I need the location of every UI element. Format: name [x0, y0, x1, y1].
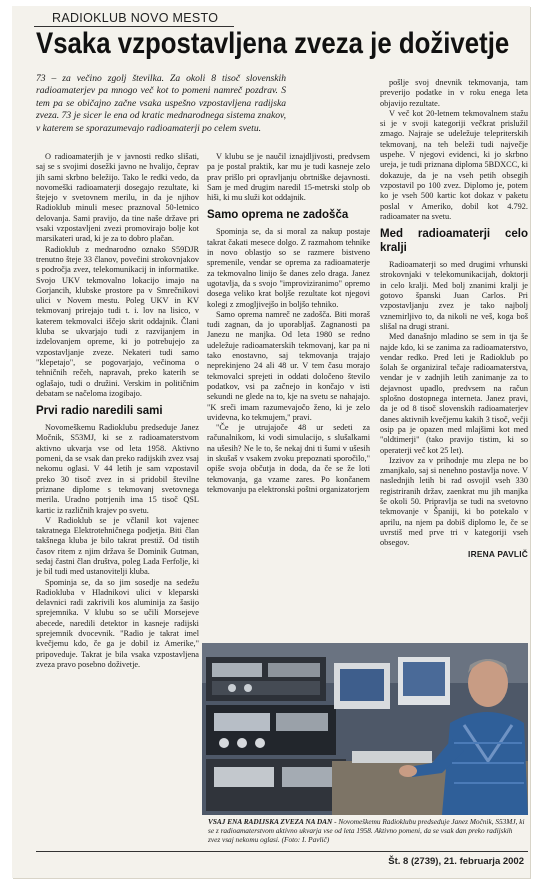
radio-station-photo — [202, 643, 528, 815]
paragraph: V Radioklub se je včlanil kot vajenec takratnega Elektrotehničnega podjetja. Biti član takšnega kluba je bilo takrat prestiž. Od tistih časov ritem z njim država še Dominik Gutman, sedaj častni član društva, poleg Lada Ferfolje, ki je bil tudi med ustanovitelji kluba. — [36, 515, 199, 577]
lead-paragraph: 73 – za večino zgolj številka. Za okoli 8 tisoč slovenskih radioamaterjev pa mnogo več kot to pomeni namreč pozdrav. S tem pa se običajno začne vsaka uspešno vzpostavljena radijska zveza. 73 je sicer le ena od kratic mednarodnega sistema znakov, v katerem se sporazumevajo radioamaterji po celem svetu. — [36, 73, 286, 134]
column-3 — [380, 78, 528, 638]
column-2 — [207, 152, 370, 640]
paragraph: Spominja se, da si moral za nakup postaje takrat čakati mesece dolgo. Z razmahom tehnike in novo oblastjo so se razmere bistveno spremenile, vendar se oprema za radioamaterje za tekmovalno linijo še danes zelo draga. Janez ugotavlja, da s svojo "improviziranimo" opremo dosega veliko krat boljše rezultate kot njegovi kolegi z zmogljivejšo in boljšo tehniko. — [207, 227, 370, 309]
paragraph: Radioklub z mednarodno oznako S59DJR trenutno šteje 33 članov, povečini strokovnjakov s področja zvez, telekomunikacij in informatike. Svojo UKV tekmovalno lokacijo imajo na Gorjancih, klubske prostore pa v Smrečnikovi ulici v Novem mestu. Poleg UKV in KV tekmovanj prirejajo tudi t. i. lov na lisico, v katerem tekmovalci iščejo skrit oddajnik. Člani kluba se ukvarjajo tudi z razvijanjem in izdelovanjem opreme, ki jo potrebujejo za vzpostavljanje zveze. Nekateri tudi samo "klepetajo", se pogovarjajo, večinoma o tehničnih rečeh, napravah, preko katerih se oglašajo, tudi o družini. Verskim in političnim debatam se načeloma izogibajo. — [36, 244, 199, 398]
photo-illustration — [202, 643, 528, 815]
paragraph: Izzivov za v prihodnje mu zlepa ne bo zmanjkalo, saj si nenehno postavlja nove. V naslednjih letih bi rad osvojil vseh 330 registriranih držav, zaenkrat mu jih manjka še okoli 50. Pripravlja se tudi na svetovno tekmovanje v Španiji, ki bo potekalo v aprilu, na njem pa dobiš diplomo le, če se uvrstiš med prve tri v kategoriji vseh obsegov. — [380, 455, 528, 548]
paragraph: O radioamaterjih je v javnosti redko slišati, saj se s svojimi dosežki javno ne hvalijo, čeprav jih sami skrbno beležijo. Tako le redki vedo, da novomeški radioamaterji dosegajo rezultate, ki štejejo v svetovnem merilu, in da je njihov Radioklub minuli mesec praznoval 50-letnico delovanja. Sami pravijo, da tine naše države pri vsaki vzpostavljeni zvezi promovirajo bolje kot marsikateri urad, ki je za to dobro plačan. — [36, 152, 199, 244]
paragraph: Radioamaterji so med drugimi vrhunski strokovnjaki v telekomunikacijah, doktorji in celo kralji. Med bolj znanimi kralji je gotovo španski Juan Carlos. Pri vzpostavljanju zvez je tako najbolj vznemirljivo to, da nikoli ne veš, koga boš slišal na drugi strani. — [380, 260, 528, 331]
newspaper-page — [12, 6, 530, 878]
subhead-kralji: Med radioamaterji celo kralji — [380, 228, 528, 255]
subhead-prvi-radio: Prvi radio naredili sami — [36, 405, 163, 418]
kicker-rule — [34, 10, 234, 27]
author-byline: IRENA PAVLIČ — [468, 549, 528, 560]
paragraph: Med današnjo mladino se sem in tja še najde kdo, ki se zanima za radioamaterstvo, vendar redko. Pred leti je Radioklub po šolah še organiziral tečaje radioamaterstva, vendar je v zadnjih letih zanimanje za to dejavnost upadlo, predvsem na račun splošno dostopnega interneta. Janez pravi, da je od 8 tisoč slovenskih radioamaterjev danes aktivnih kvečjemu kakih 3 tisoč, večji osip pa je opazen med mlajšimi kot med "oldtimerji" (tako pravijo tistim, ki so operaterji več kot 25 let). — [380, 332, 528, 455]
footer-rule — [36, 851, 528, 852]
caption-text: - Novomeškemu Radioklubu predseduje Janez Močnik, S53MJ, ki se z radioamaterstvom aktivno ukvarja vse od leta 1958. Aktivno pomeni, da se vsak dan preko radijskih zvez vsaj nekomu oglasi. (Foto: I. Pavlič) — [208, 817, 525, 844]
issue-footer: Št. 8 (2739), 21. februarja 2002 — [388, 856, 524, 867]
paragraph: Spominja se, da so jim sosedje na sedežu Radiokluba v Hladnikovi ulici v kleparski delavnici radi zakrivili kos aluminija za šasijo sprejemnika. V klubu so se učili Morsejeve abecede, naredili detektor in kasneje radijski sprejemnik dvocevnik. "Radio je takrat imel kvečjemu kdo, če ga je dobil iz Amerike," pripoveduje. Takrat je bila vsaka vzpostavljena zveza pravo posebno doživetje. — [36, 577, 199, 669]
paragraph: V klubu se je naučil iznajdljivosti, predvsem pa je postal praktik, kar mu je tudi kasneje zelo prav prišlo pri opravljanju obrtniške dejavnosti. Sam je med drugim naredil 15-metrski stolp ob hiši, ki mu služi kot oddajnik. — [207, 152, 370, 203]
paragraph: V več kot 20-letnem tekmovalnem stažu si je v svoji kategoriji večkrat prislužil zmago. Najraje se udeležuje telepriterskih tekmovanj, na teh beleži tudi največje uspehe. V njegovi evidenci, ki jo skrbno ureja, je tudi priznana diploma 5BDXCC, ki dokazuje, da je na vseh petih obsegih vzpostavil po 100 zvez. Diplomo je, potem ko je vseh 500 kartic kot dokaz v paketu poslal v Ameriko, dobil kot 4.792. radioamater na svetu. — [380, 108, 528, 221]
paragraph: Novomeškemu Radioklubu predseduje Janez Močnik, S53MJ, ki se z radioamaterstvom aktivno ukvarja vse od leta 1958. Aktivno pomeni, da se vsak dan preko radijskih zvez vsaj nekomu oglasi. V 44 letih je sam vzpostavil preko 30 tisoč zvez in si pridobil številne priznane diplome s tekmovanj svetovnega merila. Uradno potrjenih ima 15 tisoč QSL kartic iz različnih krajev po svetu. — [36, 423, 199, 515]
caption-lead: VSAJ ENA RADIJSKA ZVEZA NA DAN — [208, 817, 333, 826]
photo-caption — [208, 817, 526, 844]
section-kicker: RADIOKLUB NOVO MESTO — [52, 11, 219, 25]
headline: Vsaka vzpostavljena zveza je doživetje — [36, 27, 510, 60]
paragraph: Samo oprema namreč ne zadošča. Biti moraš tudi zagnan, da jo uporabljaš. Zagnanosti pa Janezu ne manjka. Od leta 1980 se redno udeležuje radioamaterskih tekmovanj, kar pa ni tako enostavno, saj tekmovanja trajajo neprekinjeno 24 ali 48 ur. V tem času morajo tekmovalci sprejeti in oddati določeno število podatkov, vsi pa začnejo in končajo v isti sekundi ne glede na to, kje na svetu se nahajajo. "K sreči imam razumevajočo ženo, ki je zelo uvidevna, ko tekmujem," pravi. — [207, 309, 370, 422]
paragraph: pošlje svoj dnevnik tekmovanja, tam preverijo podatke in v roku enega leta objavijo rezultate. — [380, 78, 528, 108]
subhead-samo-oprema: Samo oprema ne zadošča — [207, 209, 349, 222]
column-1 — [36, 152, 199, 674]
paragraph: "Če je utrujajoče 48 ur sedeti za računalnikom, ki vodi simulacijo, s slušalkami na ušesih? Ne le to, še nekaj dni ti šumi v ušesih in skušaš v vsakem zvoku prepoznati sporočilo," opiše svoja občutja in doda, da če se že loti tekmovanja, ga vzame zares. Po končanem tekmovanju pa elektronski poštni organizatorjem — [207, 423, 370, 494]
